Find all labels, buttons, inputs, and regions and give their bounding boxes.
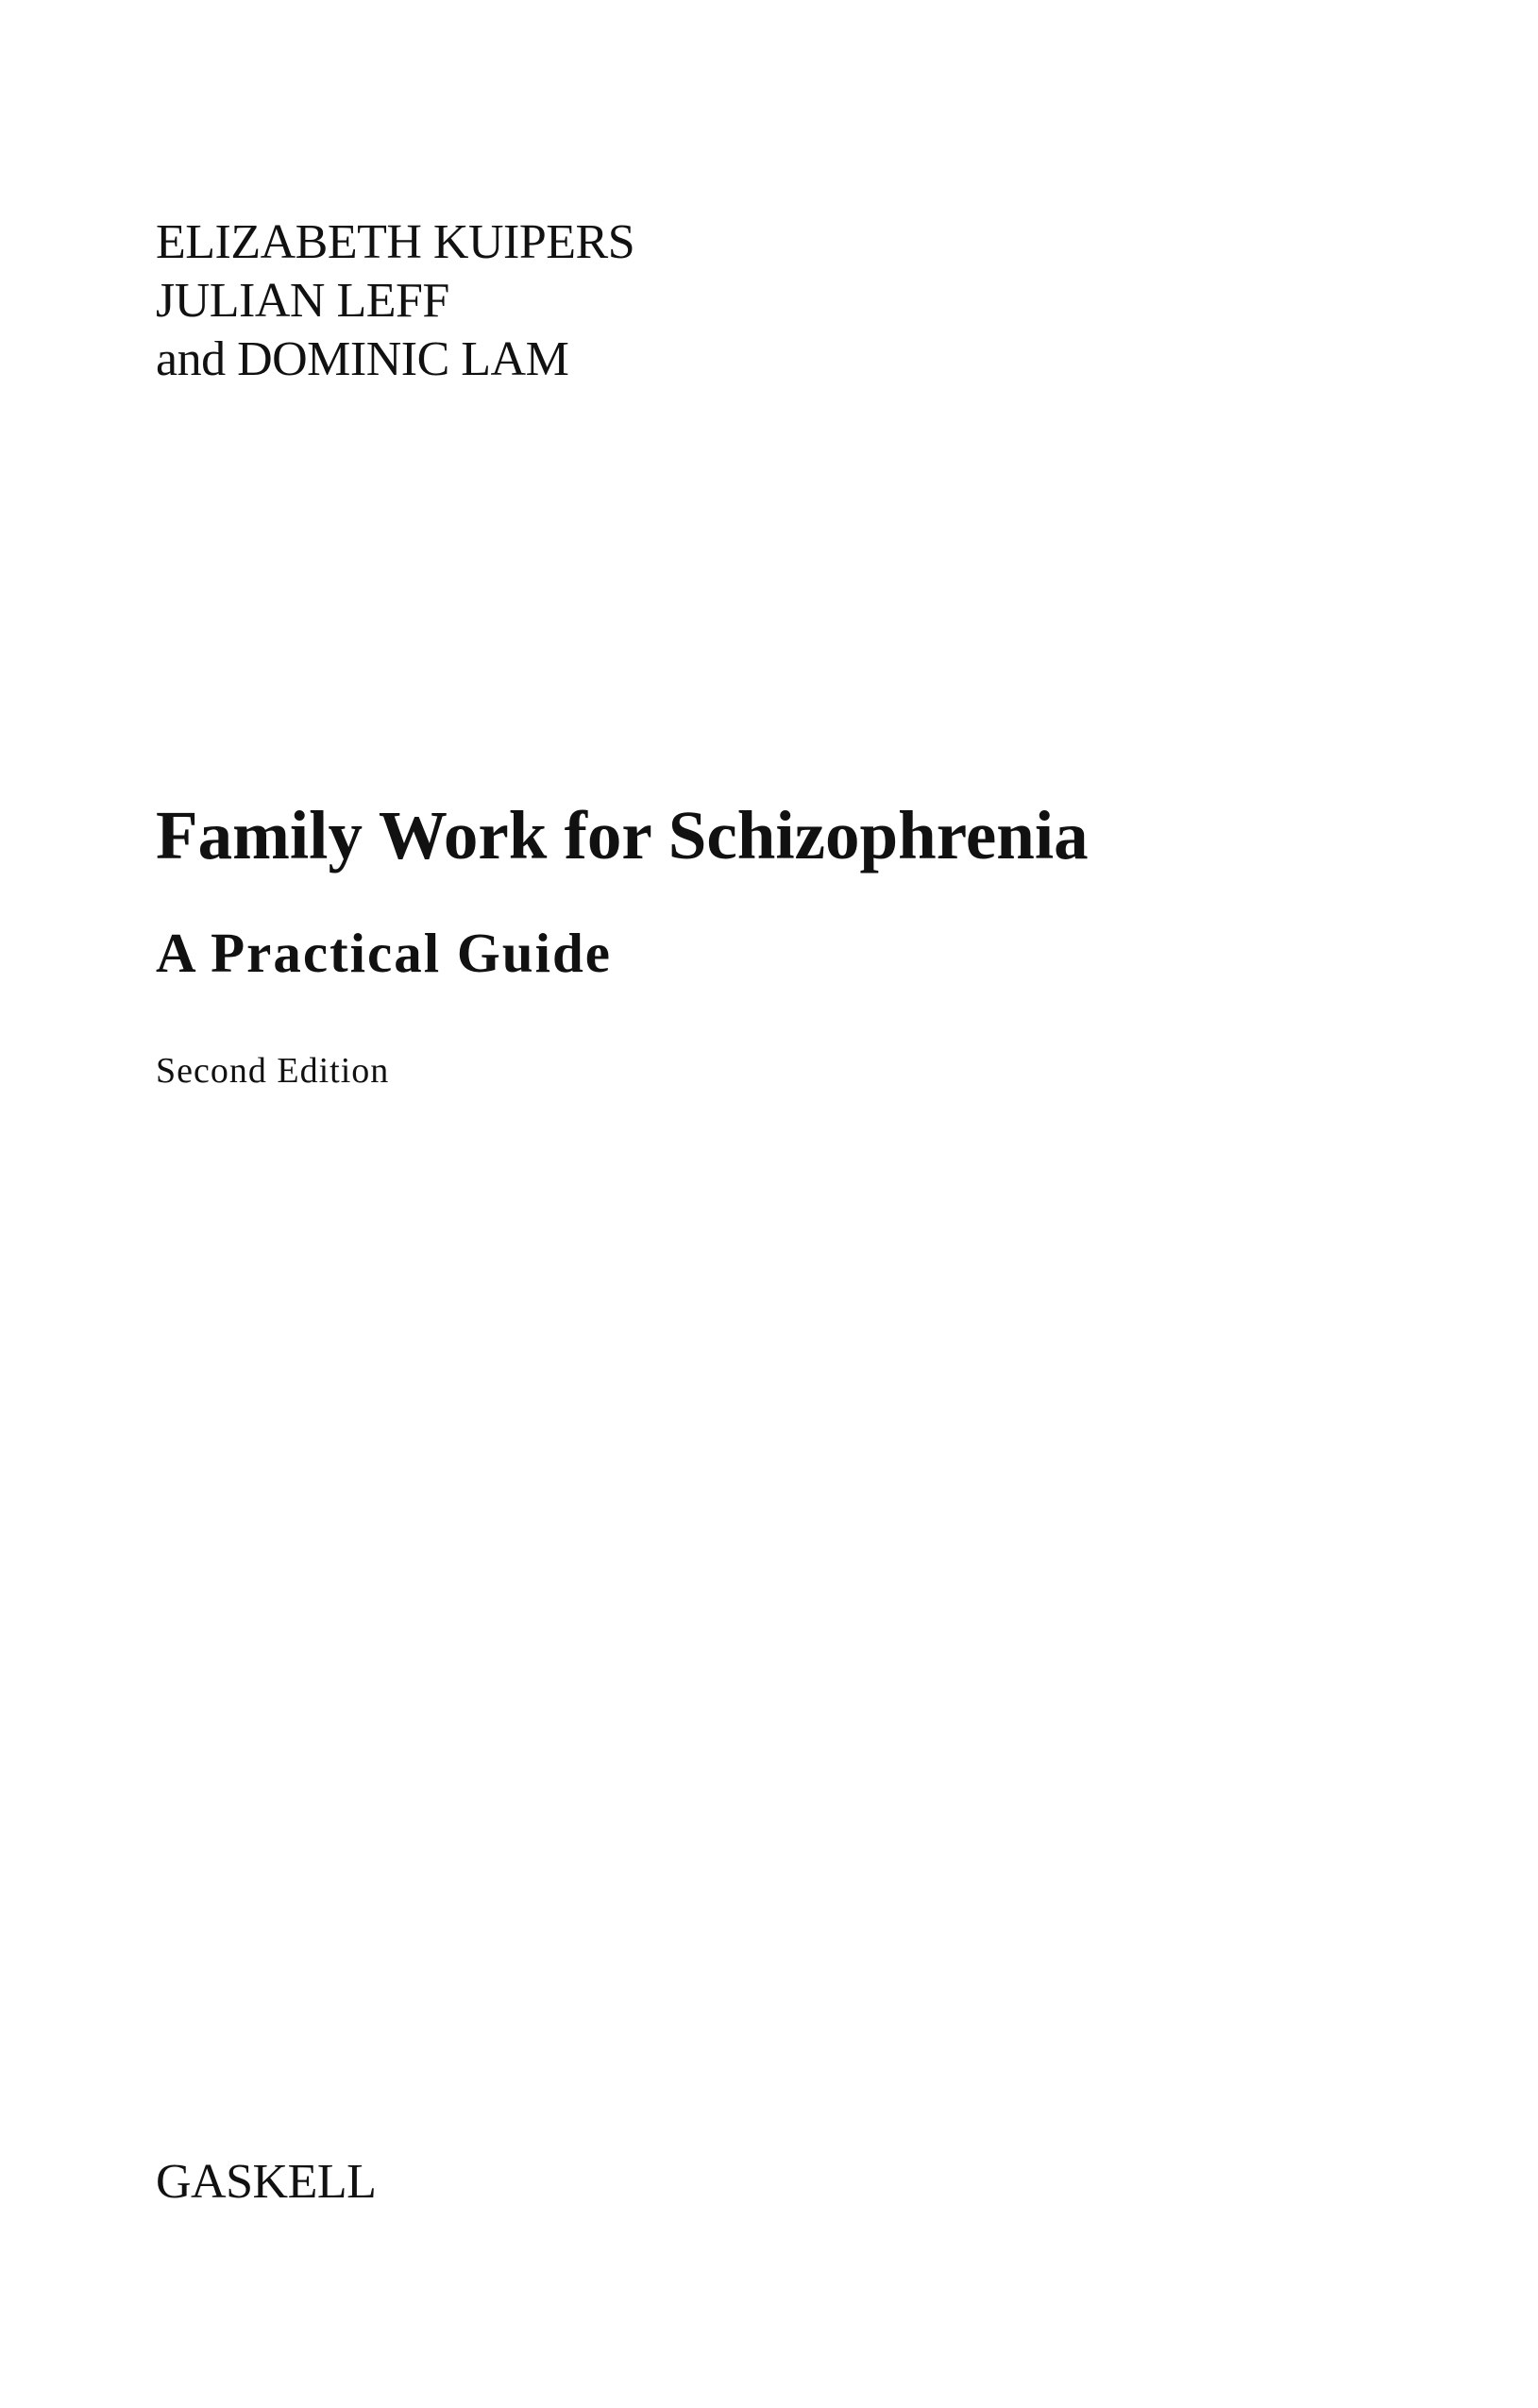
book-title: Family Work for Schizophrenia: [156, 797, 1089, 873]
author-name: ELIZABETH KUIPERS: [156, 215, 635, 269]
author-name: and DOMINIC LAM: [156, 332, 569, 386]
author-name: JULIAN LEFF: [156, 274, 449, 328]
publisher-name: GASKELL: [156, 2155, 377, 2209]
book-subtitle: A Practical Guide: [156, 922, 612, 984]
edition-label: Second Edition: [156, 1051, 390, 1091]
author-block: [156, 213, 634, 389]
